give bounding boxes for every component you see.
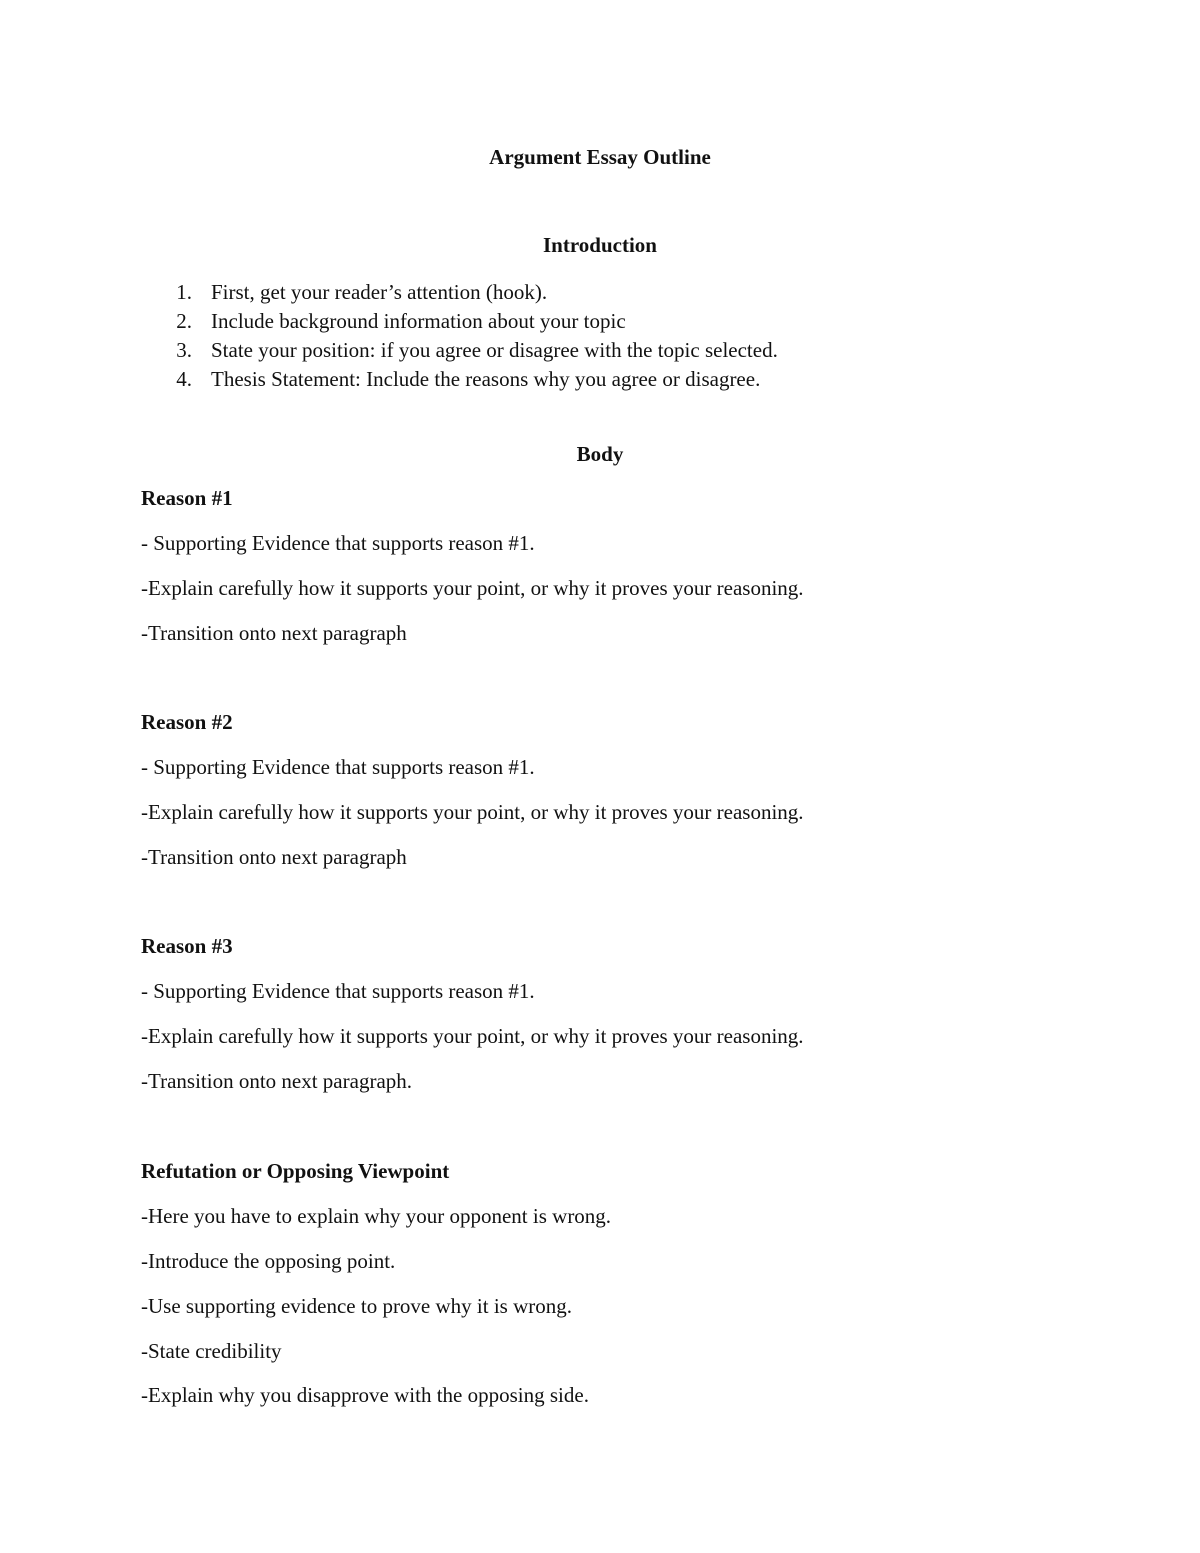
list-item-text: Include background information about your topic xyxy=(211,309,626,333)
reason-2-evidence: - Supporting Evidence that supports reason #1. xyxy=(141,755,535,779)
list-item-number: 3. xyxy=(176,338,192,362)
list-item-text: First, get your reader’s attention (hook). xyxy=(211,280,548,304)
refutation-heading: Refutation or Opposing Viewpoint xyxy=(141,1159,450,1183)
reason-1-transition: -Transition onto next paragraph xyxy=(141,621,407,645)
reason-1-heading: Reason #1 xyxy=(141,486,233,510)
list-item-number: 4. xyxy=(176,367,192,391)
refutation-line: -State credibility xyxy=(141,1339,282,1363)
refutation-line: -Introduce the opposing point. xyxy=(141,1249,396,1273)
reason-3-explain: -Explain carefully how it supports your point, or why it proves your reasoning. xyxy=(141,1024,804,1048)
reason-1-evidence: - Supporting Evidence that supports reason #1. xyxy=(141,531,535,555)
reason-2-heading: Reason #2 xyxy=(141,710,233,734)
list-item-text: Thesis Statement: Include the reasons why you agree or disagree. xyxy=(211,367,761,391)
refutation-line: -Explain why you disapprove with the opposing side. xyxy=(141,1383,589,1407)
document-title: Argument Essay Outline xyxy=(489,145,711,169)
reason-2-explain: -Explain carefully how it supports your point, or why it proves your reasoning. xyxy=(141,800,804,824)
reason-3-transition: -Transition onto next paragraph. xyxy=(141,1069,413,1093)
body-heading: Body xyxy=(576,442,624,466)
list-item-text: State your position: if you agree or disagree with the topic selected. xyxy=(211,338,778,362)
list-item-number: 1. xyxy=(176,280,192,304)
reason-2-transition: -Transition onto next paragraph xyxy=(141,845,407,869)
refutation-line: -Use supporting evidence to prove why it is wrong. xyxy=(141,1294,573,1318)
introduction-heading: Introduction xyxy=(543,233,657,257)
list-item-number: 2. xyxy=(176,309,192,333)
reason-1-explain: -Explain carefully how it supports your point, or why it proves your reasoning. xyxy=(141,576,804,600)
reason-3-heading: Reason #3 xyxy=(141,934,233,958)
reason-3-evidence: - Supporting Evidence that supports reason #1. xyxy=(141,979,535,1003)
refutation-line: -Here you have to explain why your opponent is wrong. xyxy=(141,1204,612,1228)
